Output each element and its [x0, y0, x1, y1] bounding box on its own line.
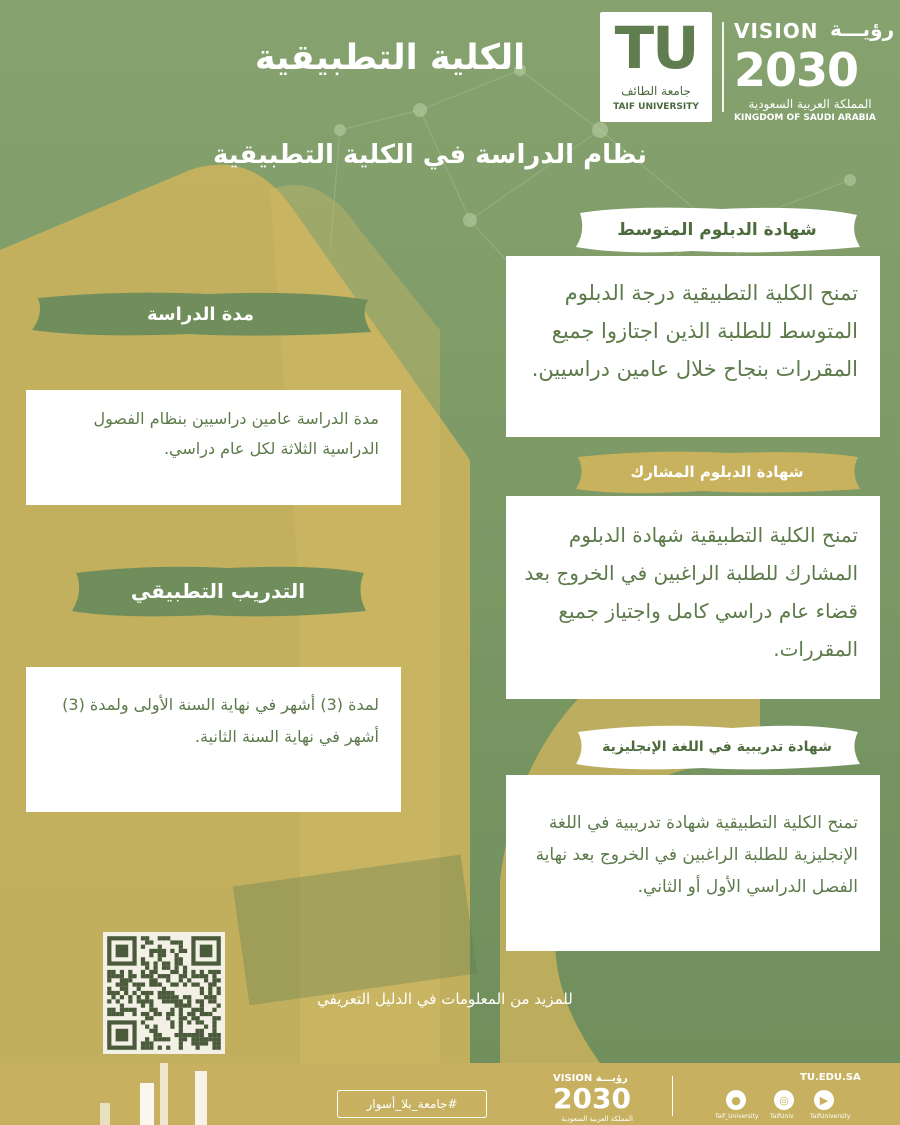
- study-duration-heading-text: مدة الدراسة: [147, 303, 254, 325]
- associate-diploma-text: تمنح الكلية التطبيقية شهادة الدبلوم المشارك للطلبة الراغبين في الخروج بعد قضاء عام دراسي كامل واجتياز جميع المقررات.: [524, 523, 858, 661]
- associate-diploma-heading: [572, 447, 862, 497]
- vision-year: 2030: [734, 43, 859, 97]
- english-certificate-text: تمنح الكلية التطبيقية شهادة تدريبية في اللغة الإنجليزية للطلبة الراغبين في الخروج بعد نهاية الفصل الدراسي الأول أو الثاني.: [535, 813, 858, 897]
- study-duration-box: [26, 390, 401, 505]
- footer-vision-year: 2030: [553, 1082, 631, 1115]
- page-title: الكلية التطبيقية: [254, 38, 526, 78]
- practical-training-text: لمدة (3) أشهر في نهاية السنة الأولى ولمدة (3) أشهر في نهاية السنة الثانية.: [62, 695, 379, 746]
- intermediate-diploma-box: [506, 256, 880, 437]
- intermediate-diploma-heading: [572, 203, 862, 257]
- footer-decoration: [0, 1063, 240, 1125]
- website-link[interactable]: TU.EDU.SA: [800, 1072, 861, 1083]
- vision-2030-logo: [732, 15, 895, 127]
- intermediate-diploma-heading-text: شهادة الدبلوم المتوسط: [617, 220, 817, 240]
- footer-vision-kingdom: المملكة العربية السعودية: [561, 1115, 633, 1123]
- qr-code-icon[interactable]: [103, 932, 225, 1054]
- instagram-icon[interactable]: ◎: [774, 1090, 794, 1110]
- youtube-twitter-handle: TaifUniversity: [810, 1113, 851, 1120]
- study-duration-text: مدة الدراسة عامين دراسيين بنظام الفصول الدراسية الثلاثة لكل عام دراسي.: [93, 409, 379, 458]
- page-subtitle: نظام الدراسة في الكلية التطبيقية: [212, 140, 648, 170]
- english-certificate-heading: [572, 720, 862, 774]
- practical-training-heading: [68, 561, 368, 621]
- footer-vision-en: VISION رؤيـــة: [553, 1073, 628, 1084]
- more-info-text: للمزيد من المعلومات في الدليل التعريفي: [317, 990, 573, 1008]
- practical-training-heading-text: التدريب التطبيقي: [130, 579, 306, 603]
- snapchat-icon[interactable]: ●: [726, 1090, 746, 1110]
- taif-university-logo: [600, 12, 712, 122]
- vision-ar: رؤيـــة: [830, 17, 895, 41]
- tu-logo-arabic: جامعة الطائف: [621, 84, 691, 98]
- intermediate-diploma-text: تمنح الكلية التطبيقية درجة الدبلوم المتوسط للطلبة الذين اجتازوا جميع المقررات بنجاح خلال عامين دراسيين.: [531, 281, 858, 381]
- snapchat-handle: Taif_University: [715, 1113, 759, 1120]
- tu-logo-mark: TU: [614, 14, 698, 82]
- tu-logo-english: TAIF UNIVERSITY: [613, 102, 699, 112]
- study-duration-heading: [28, 288, 373, 340]
- instagram-handle: TaifUniv: [770, 1113, 794, 1120]
- kingdom-ar: المملكة العربية السعودية: [748, 97, 872, 111]
- practical-training-box: [26, 667, 401, 812]
- youtube-twitter-icon[interactable]: ▶: [814, 1090, 834, 1110]
- associate-diploma-heading-text: شهادة الدبلوم المشارك: [630, 463, 804, 481]
- english-certificate-box: [506, 775, 880, 951]
- kingdom-en: KINGDOM OF SAUDI ARABIA: [734, 113, 876, 123]
- hashtag-badge: #جامعة_بلا_أسوار: [337, 1090, 487, 1118]
- vision-en: VISION: [734, 19, 819, 43]
- footer-divider: [672, 1076, 673, 1116]
- associate-diploma-box: [506, 496, 880, 699]
- english-certificate-heading-text: شهادة تدريبية في اللغة الإنجليزية: [602, 739, 832, 755]
- logo-divider: [722, 22, 724, 112]
